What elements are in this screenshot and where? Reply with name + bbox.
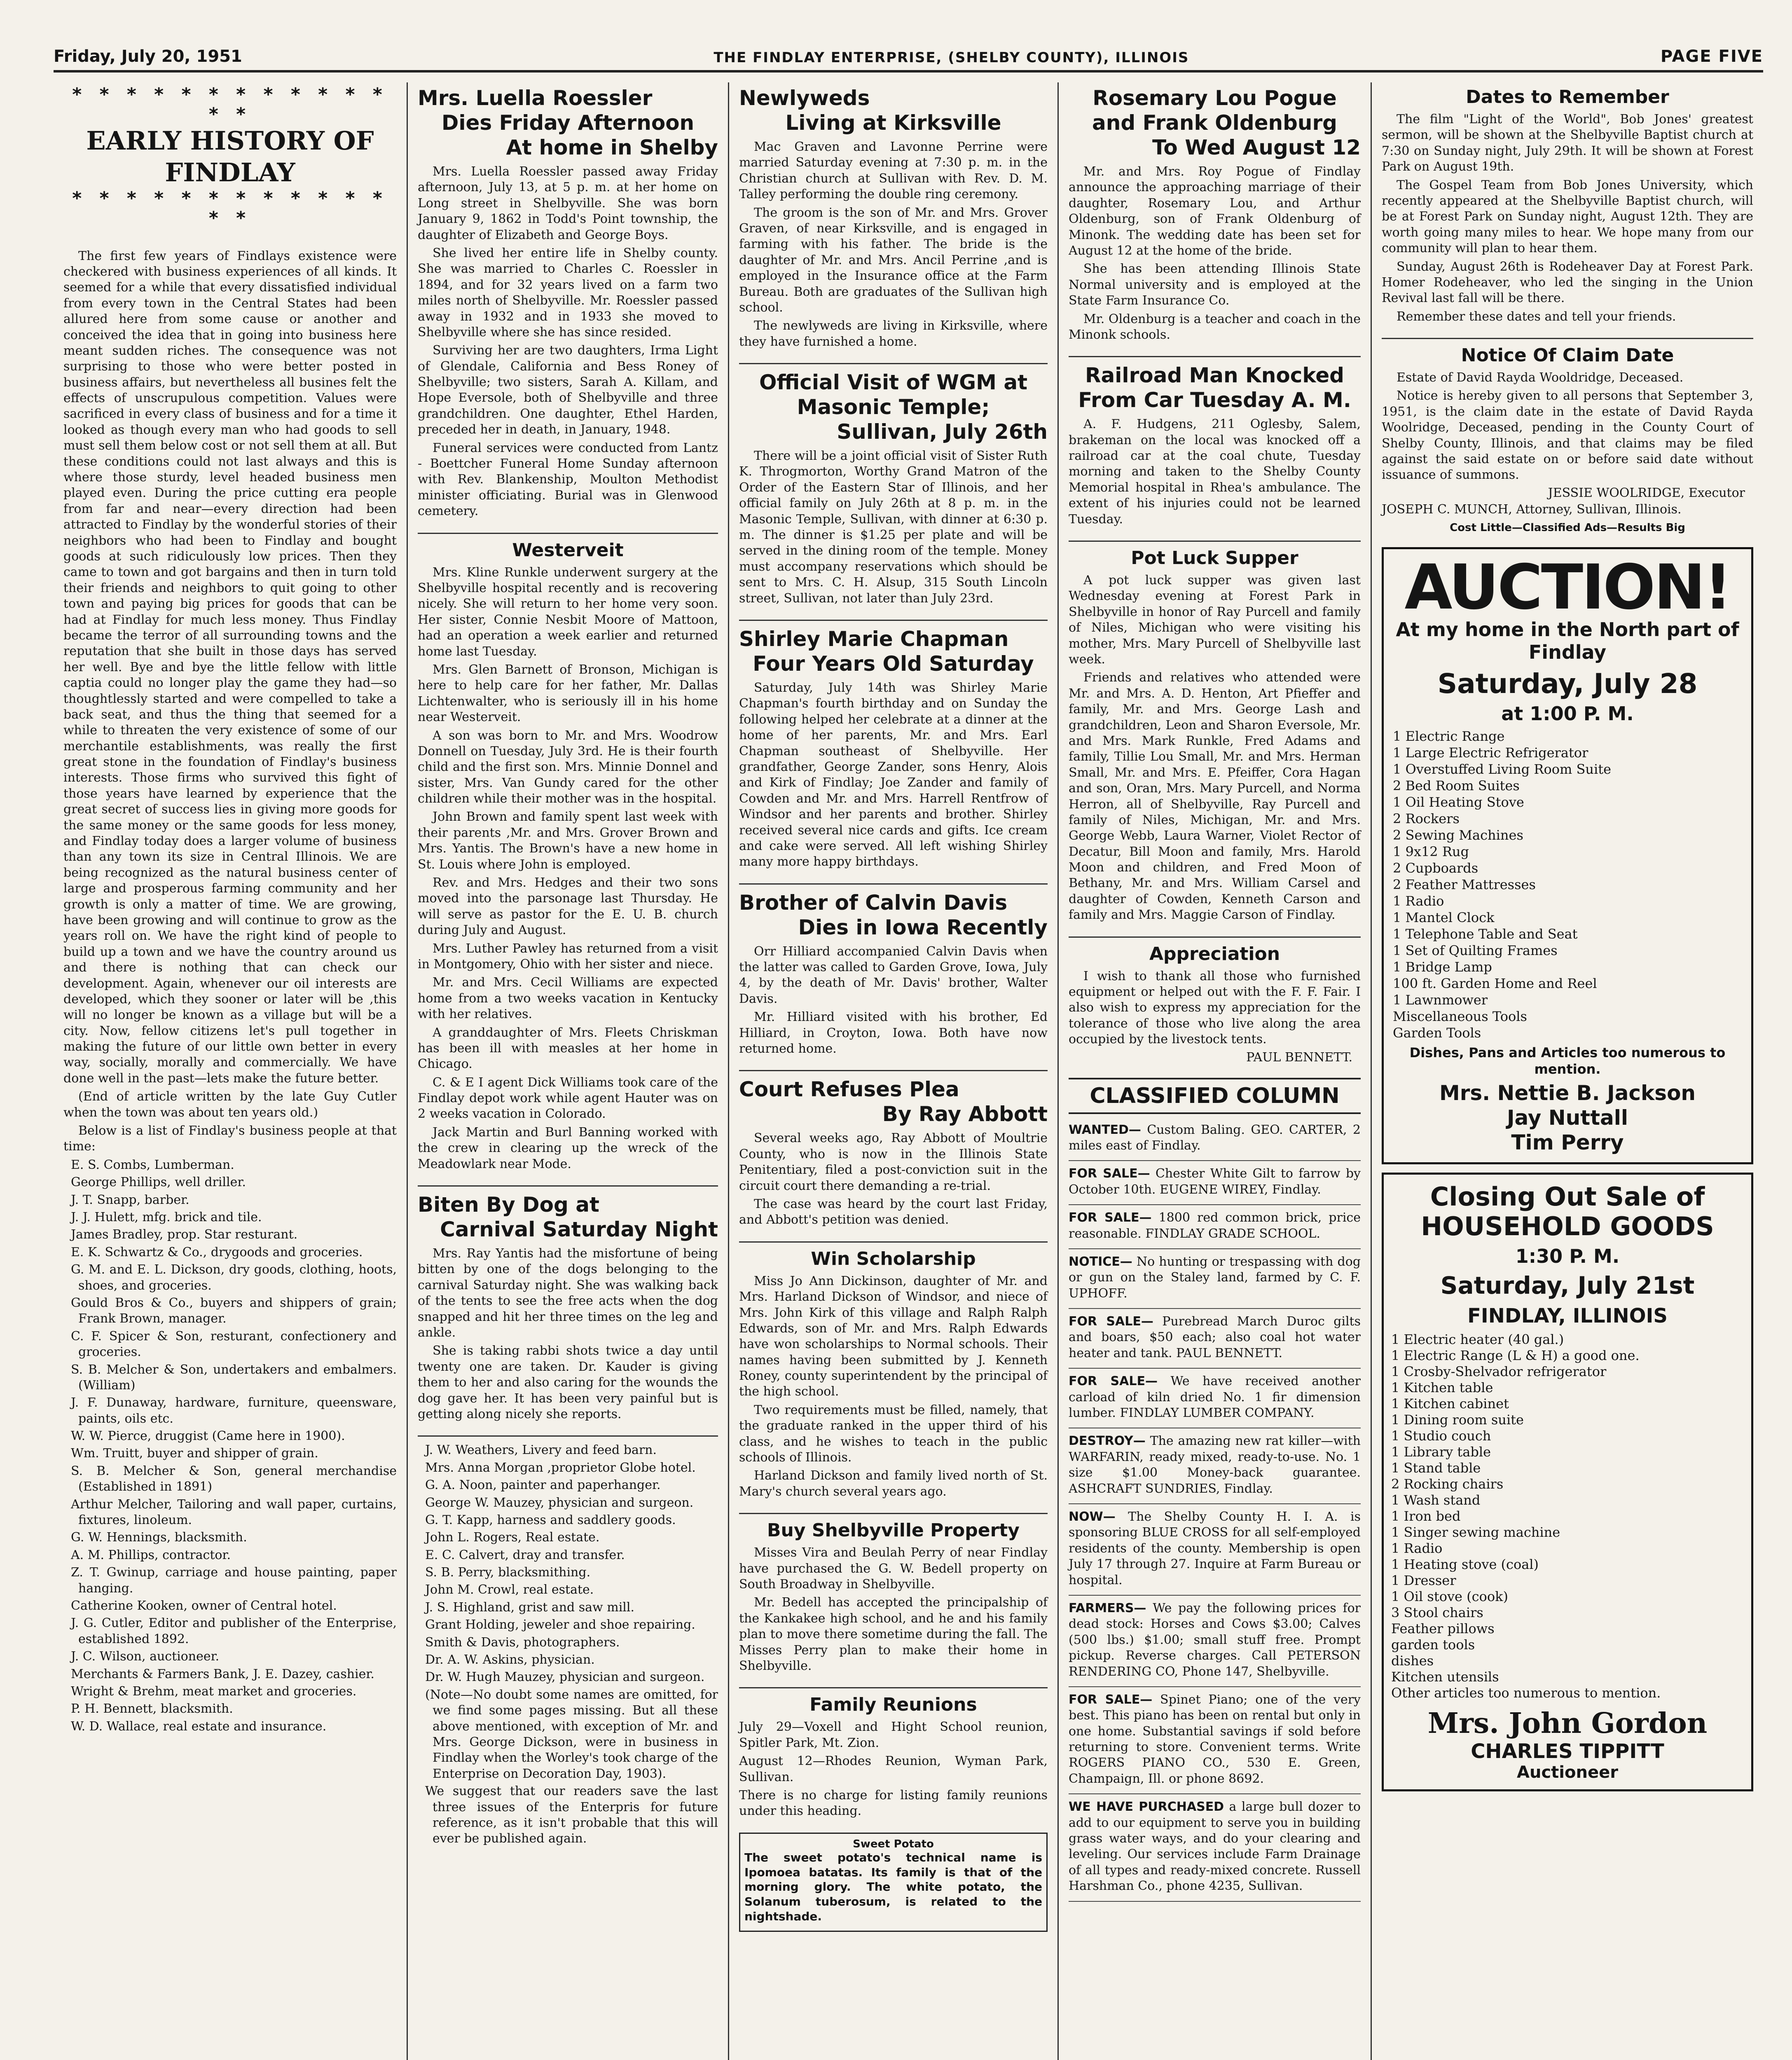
article-paragraph: Estate of David Rayda Wooldridge, Deceased. [1397,370,1684,385]
auction-item: 1 Overstuffed Living Room Suite [1393,761,1612,777]
newlyweds-article [739,86,1048,350]
auction-item: 2 Cupboards [1393,860,1479,876]
appreciation-article [1069,943,1361,1065]
business-list-item: W. W. Pierce, druggist (Came here in 1900). [71,1429,345,1444]
article-paragraph: Mrs. Luella Roessler passed away Friday afternoon, July 13, at 5 p. m. at her home on Long street in Shelbyville. She was born January 9, 1862 in Todd's Point township, the daughter of Elizabeth and George Boys. [418,164,718,242]
business-list-item: G. M. and E. L. Dickson, dry goods, clothing, hoots, shoes, and groceries. [71,1262,397,1293]
article-paragraph: Jack Martin and Burl Banning worked with the crew in clearing up the wreck of the Meadowlark near Mode. [418,1125,718,1171]
article-paragraph: Sunday, August 26th is Rodeheaver Day at Forest Park. Homer Rodeheaver, who led the singing in the Union Revival last fall will be there. [1382,259,1753,306]
business-list-item: P. H. Bennett, blacksmith. [71,1702,233,1716]
wgm-body [739,448,1048,606]
biten-body [418,1246,718,1422]
classified-ad-body: We have received another carload of kiln dried No. 1 fir dimension lumber. FINDLAY LUMBER COMPANY. [1069,1374,1361,1421]
classified-ad-lead: FOR SALE— [1069,1210,1152,1225]
auction-item: 1 Oil Heating Stove [1393,794,1524,810]
business-list-item: J. S. Highland, grist and saw mill. [425,1600,635,1615]
sale-item: 1 Wash stand [1391,1492,1481,1508]
classified-ad [1069,1433,1361,1504]
sale-title: HOUSEHOLD GOODS [1421,1211,1714,1241]
business-list-item: J. W. Weathers, Livery and feed barn. [425,1443,657,1458]
article-paragraph: Several weeks ago, Ray Abbott of Moultrie County, who is now in the Illinois State Penitentiary, filed a post-conviction suit in the circuit court there demanding a re-trial. [739,1131,1048,1193]
dates-headline: Dates to Remember [1466,87,1669,108]
classified-ad [1069,1799,1361,1901]
sale-item: 3 Stool chairs [1391,1605,1483,1621]
business-list-item: J. J. Hulett, mfg. brick and tile. [71,1210,262,1224]
sale-item: dishes [1391,1653,1434,1669]
headline-line: Sullivan, July 26th [837,420,1048,444]
article-paragraph: C. & E I agent Dick Williams took care of the Findlay depot work while agent Hauter was on 2 weeks vacation in Colorado. [418,1075,718,1121]
sale-time: 1:30 P. M. [1515,1245,1620,1268]
sale-item: 1 Iron bed [1391,1508,1461,1524]
auction-item: 1 Large Electric Refrigerator [1393,745,1588,761]
sweet-potato-title: Sweet Potato [853,1838,934,1850]
abbott-body [739,1131,1048,1228]
sale-owner: Mrs. John Gordon [1427,1707,1708,1740]
sale-item: 1 Stand table [1391,1460,1481,1476]
westerveit-body [418,565,718,1172]
classified-ad-body: Spinet Piano; one of the very best. This piano has been on rental but only in one home. Substantial savings if sold before returning to store. Convenient terms. Write ROGERS PIANO CO., 530 E. Green, Champaign, Ill. or phone 8692. [1069,1692,1361,1786]
article-paragraph: Orr Hilliard accompanied Calvin Davis when the latter was called to Garden Grove, Iowa, July 4, by the death of Mr. Davis' brother, Walter Davis. [739,944,1048,1006]
auction-item: 1 Set of Quilting Frames [1393,943,1558,959]
article-paragraph: The newlyweds are living in Kirksville, where they have furnished a home. [739,318,1048,349]
business-list-item: J. F. Dunaway, hardware, furniture, queensware, paints, oils etc. [71,1395,397,1426]
claim-executor: JESSIE WOOLRIDGE, Executor [1548,485,1745,500]
chapman-body [739,680,1048,870]
article-paragraph: Below is a list of Findlay's business people at that time: [63,1124,397,1154]
classified-ad-lead: FARMERS— [1069,1601,1146,1615]
classified-ad [1069,1210,1361,1249]
classified-ad-text [1069,1433,1361,1497]
headline-line: To Wed August 12 [1152,136,1361,159]
article-paragraph: A. F. Hudgens, 211 Oglesby, Salem, brakeman on the local was knocked off a railroad car at the coal chute, Tuesday morning and taken to the Shelby County Memorial hospital in Rhea's ambulance. The extent of his injuries could not be learned Tuesday. [1069,417,1361,527]
wgm-headline [739,370,1048,444]
reunions-article [739,1694,1048,1819]
classified-ad-text [1069,1692,1361,1787]
business-list-item: S. B. Melcher & Son, general merchandise (Established in 1891) [71,1463,397,1494]
classified-ad-text [1069,1166,1361,1198]
auction-item: 1 Telephone Table and Seat [1393,926,1578,942]
business-list [63,1157,397,1735]
classified-ad-lead: DESTROY— [1069,1434,1146,1449]
article-paragraph: Saturday, July 14th was Shirley Marie Chapman's fourth birthday and on Sunday the following helped her celebrate at a dinner at the home of her parents, Mr. and Mrs. Earl Chapman southeast of Shelbyville. Her grandfather, George Zander, sons Henry, Alois and Kirk of Findlay; Joe Zander and family of Cowden and Mr. and Mrs. Harrell Rentfrow of Windsor and her parents and brother. Shirley received several nice cards and gifts. Ice cream and cake were served. All left wishing Shirley many more happy birthdays. [739,680,1048,869]
reunions-headline: Family Reunions [809,1694,977,1716]
classified-tagline: Cost Little—Classified Ads—Results Big [1450,522,1685,534]
headline-line: Railroad Man Knocked [1085,363,1344,388]
property-headline: Buy Shelbyville Property [767,1520,1020,1541]
business-list-item: E. S. Combs, Lumberman. [71,1157,234,1172]
westerveit-article [418,540,718,1172]
headline-line: Dies Friday Afternoon [441,111,695,135]
auction-item: 2 Bed Room Suites [1393,778,1520,794]
issue-date: Friday, July 20, 1951 [54,47,242,66]
claim-headline: Notice Of Claim Date [1461,345,1674,366]
paper-name: THE FINDLAY ENTERPRISE, (SHELBY COUNTY), ILLINOIS [714,49,1189,66]
article-paragraph: July 29—Voxell and Hight School reunion, Spitler Park, Mt. Zion. [739,1720,1048,1750]
sale-item: Other articles too numerous to mention. [1391,1685,1661,1701]
business-list-item: Wright & Brehm, meat market and groceries. [71,1684,357,1699]
sale-item: 1 Kitchen cabinet [1391,1395,1509,1412]
article-paragraph: Mrs. Glen Barnett of Bronson, Michigan is here to help care for her father, Mr. Dallas Lichtenwalter, who is seriously ill in his home near Westerveit. [418,662,718,725]
column-2 [408,82,729,2060]
business-list-item: E. C. Calvert, dray and transfer. [425,1547,625,1562]
article-paragraph: Mac Graven and Lavonne Perrine were married Saturday evening at 7:30 p. m. in the Christian church at Sullivan with Rev. D. M. Talley performing the double ring ceremony. [739,140,1048,202]
business-list-item: Gould Bros & Co., buyers and shippers of grain; Frank Brown, manager. [71,1295,397,1326]
classified-ad-body: Purebread March Duroc gilts and boars, $50 each; also coal hot water heater and tank. PAUL BENNETT. [1069,1314,1361,1360]
business-list-item: G. T. Kapp, harness and saddlery goods. [425,1512,676,1527]
classified-ad [1069,1254,1361,1309]
sale-item: Feather pillows [1391,1621,1495,1637]
business-list-continued [418,1442,718,1847]
article-paragraph: Harland Dickson and family lived north of St. Mary's church several years ago. [739,1468,1048,1499]
article-paragraph: (End of article written by the late Guy Cutler when the town was about ten years old.) [63,1089,397,1120]
appreciation-text: I wish to thank all those who furnished equipment or helped out with the F. F. Fair. I also wish to express my appreciation for the tolerance of those who live along the area occupied by the livestock tents. [1069,969,1361,1047]
auction-title: AUCTION! [1404,552,1731,624]
auction-item: 2 Feather Mattresses [1393,877,1536,893]
article-paragraph: A pot luck supper was given last Wednesday evening at Forest Park in Shelbyville in honor of Ray Purcell and family of Niles, Michigan who were visiting his mother, Mrs. Mary Purcell of Shelbyville last week. [1069,573,1361,667]
headline-line: Brother of Calvin Davis [739,890,1008,915]
classified-ad-text [1069,1122,1361,1154]
article-paragraph: A son was born to Mr. and Mrs. Woodrow Donnell on Tuesday, July 3rd. He is their fourth child and the first son. Mrs. Minnie Donnel and sister, Mrs. Van Gundy cared for the other children while their mother was in the hospital. [418,728,718,806]
article-paragraph: A granddaughter of Mrs. Fleets Chriskman has been ill with measles at her home in Chicago. [418,1025,718,1072]
roessler-headline [418,86,718,160]
auction-items [1391,728,1744,1041]
biten-article [418,1192,718,1422]
business-list-item: Catherine Kooken, owner of Central hotel. [71,1598,337,1613]
article-paragraph: Mrs. Kline Runkle underwent surgery at the Shelbyville hospital recently and is recovering nicely. She will return to her home very soon. Her sister, Connie Nesbit Moore of Mattoon, had an operation a week earlier and returned home last Tuesday. [418,565,718,659]
classified-ad-text [1069,1210,1361,1242]
potluck-headline: Pot Luck Supper [1131,548,1298,569]
oldenburg-body [1069,164,1361,343]
auction-ad [1382,547,1753,1164]
business-list-item: Dr. W. Hugh Mauzey, physician and surgeon. [425,1670,705,1685]
business-list-item: Arthur Melcher, Tailoring and wall paper, curtains, fixtures, linoleum. [71,1497,397,1528]
classified-ad [1069,1601,1361,1687]
appreciation-signature: PAUL BENNETT. [1246,1050,1352,1065]
railroad-article [1069,363,1361,527]
dates-article [1382,87,1753,325]
scholarship-headline: Win Scholarship [811,1248,976,1269]
claim-article [1382,345,1753,534]
business-list-item: George Phillips, well driller. [71,1175,246,1190]
classified-headline: CLASSIFIED COLUMN [1069,1078,1361,1114]
scholarship-article [739,1248,1048,1500]
classified-ad [1069,1314,1361,1369]
wgm-article [739,370,1048,606]
sale-item: 1 Oil stove (cook) [1391,1589,1508,1605]
business-list-item: A. M. Phillips, contractor. [71,1547,231,1562]
newlyweds-body [739,139,1048,350]
business-list-item: E. K. Schwartz & Co., drygoods and groceries. [71,1245,363,1259]
classified-ad-text [1069,1374,1361,1421]
property-body [739,1545,1048,1674]
sale-item: 1 Kitchen table [1391,1379,1493,1395]
article-paragraph: The first few years of Findlays existence were checkered with business experiences of all kinds. It seemed for a while that every dissatisfied individual from every town in the Central States had been allured here from some cause or another and conceived the idea that in going into business here meant sudden riches. The consequence was not surprising to those who were better posted in business affairs, but nevertheless all busines felt the effects of unscrupulous competition. Values were sacrificed in every class of business and for a time it looked as though every man who had goods to sell must sell them below cost or not sell them at all. But these conditions could not last always and this is where those sturdy, level headed business men played even. During the price cutting era people from far and near—every direction had been attracted to Findlay by the wonderful stories of their neighbors who had been to Findlay and bought goods at such ridiculously low prices. Then they came to town and got bargains and then in turn told their friends and neighbors to quit going to other town and paying big prices for goods that can be had at Findlay for much less money. Thus Findlay became the terror of all surrounding towns and the reputation that she built in those days has served her well. Bye and bye the little fellow with little captia could no longer play the game they had—so thoughtlessly started and were compelled to take a back seat, and thus the thing that seemed for a while to threaten the very existence of some of our merchantile establishments, was really the first great stone in the foundation of Findlay's business interests. Those firms who survived this fight of those years have learned by experience that the great secret of success lies in giving more goods for the same money or the same goods for less money, and Findlay today does a larger volume of business than any town its size in Central Illinois. We are being recognized as the natural business center of large and prosperous farming community and her growth is only a matter of time. We are growing, have been growing and will continue to grow as the years roll on. We have the right kind of people to build up a town and we have the country around us and there is nothing that can check our development. Again, whenever our oil interests are developed, which they sooner or later will be ,this will no longer be known as a village but will be a city. Now, fellow citizens let's pull together in making the future of our little own better in every way, socially, morally and commercially. We have done well in the past—lets make the future better. [63,248,397,1086]
classified-ad-body: No hunting or trespassing with dog or gun on the Staley land, farmed by C. F. UPHOFF. [1069,1254,1361,1301]
headline-line: Shirley Marie Chapman [739,627,1009,651]
biten-headline [418,1192,718,1242]
sale-auctioneer-label: Auctioneer [1517,1763,1618,1782]
abbott-article [739,1077,1048,1228]
article-paragraph: There will be a joint official visit of Sister Ruth K. Throgmorton, Worthy Grand Matron of the Order of the Eastern Star of Illinois, and her official family on July 26th at 8 p. m. in the Masonic Temple, Sullivan, with dinner at 6:30 p. m. The dinner is $1.25 per plate and will be served in the dining room of the temple. Money must accompany reservations which should be sent to Mrs. C. H. Alsup, 315 South Lincoln street, Sullivan, not later than July 23rd. [739,449,1048,606]
headline-line: Court Refuses Plea [739,1077,959,1102]
headline-line: By Ray Abbott [882,1102,1048,1126]
classified-ad [1069,1122,1361,1161]
business-list-item: J. C. Wilson, auctioneer. [71,1649,220,1664]
railroad-body [1069,417,1361,527]
classified-ad-body: Chester White Gilt to farrow by October 10th. EUGENE WIREY, Findlay. [1069,1166,1361,1197]
classified-ad [1069,1692,1361,1794]
roessler-article [418,86,718,520]
property-article [739,1520,1048,1674]
abbott-headline [739,1077,1048,1126]
classified-ad-body: We pay the following prices for dead stock: Horses and Cows $3.00; Calves (500 lbs.) $1.00; small stuff free. Prompt pickup. Reverse charges. Call PETERSON RENDERING CO, Phone 147, Shelbyville. [1069,1601,1361,1679]
sale-item: 1 Crosby-Shelvador refrigerator [1391,1363,1607,1379]
davis-article [739,890,1048,1057]
sale-item: 1 Radio [1391,1540,1443,1557]
headline-line: From Car Tuesday A. M. [1078,388,1351,412]
article-paragraph: She is taking rabbi shots twice a day until twenty one are taken. Dr. Kauder is giving them to her and also caring for the wounds the dog gave her. It has been very painful but is getting along nicely she reports. [418,1344,718,1421]
classified-ad-text [1069,1509,1361,1588]
oldenburg-headline [1069,86,1361,160]
auction-item: 1 9x12 Rug [1393,844,1469,860]
auction-item: 2 Rockers [1393,811,1460,827]
classified-ad-lead: FOR SALE— [1069,1692,1153,1707]
article-paragraph: Mr. Oldenburg is a teacher and coach in the Minonk schools. [1069,311,1361,342]
sale-date: Saturday, July 21st [1440,1271,1695,1300]
headline-line: Biten By Dog at [418,1193,599,1217]
article-paragraph: Miss Jo Ann Dickinson, daughter of Mr. and Mrs. Harland Dickson of Windsor, and niece of Mrs. John Kirk of this village and Ralph Ralph Edwards, son of Mr. and Mrs. Ralph Edwards have won scholarships to Normal schools. Their names having been submitted by J. Kenneth Roney, county superintendent by the principal of the high school. [739,1273,1048,1399]
appreciation-headline: Appreciation [1149,943,1280,964]
auction-note: Dishes, Pans and Articles too numerous to mention. [1409,1045,1726,1077]
classified-ad-text [1069,1314,1361,1361]
article-paragraph: Notice is hereby given to all persons that September 3, 1951, is the claim date in the estate of David Rayda Woolridge, Deceased, pending in the County Court of Shelby County, Illinois, and that claims may be filed against the said estate on or before said date without issuance of summons. [1382,389,1753,482]
roessler-body [418,164,718,520]
sale-item: 1 Electric Range (L & H) a good one. [1391,1347,1640,1363]
article-paragraph: Two requirements must be filled, namely, that the graduate ranked in the upper third of his class, and he wishes to teach in the public schools of Illinois. [739,1402,1048,1465]
headline-line: At home in Shelby [506,136,718,159]
auction-item: 1 Radio [1393,893,1444,909]
business-list-item: C. F. Spicer & Son, resturant, confectionery and groceries. [71,1329,397,1360]
sale-item: 1 Dresser [1391,1573,1456,1589]
headline-line: Official Visit of WGM [759,370,997,395]
potluck-body [1069,573,1361,923]
dates-body [1382,112,1753,325]
article-paragraph: Mr. and Mrs. Cecil Williams are expected home from a two weeks vacation in Kentucky with her relatives. [418,975,718,1022]
star-border: * * * * * * * * * * * * * * [72,187,388,229]
early-history-title: EARLY HISTORY OF FINDLAY [86,125,374,188]
business-list-item: Mrs. Anna Morgan ,proprietor Globe hotel. [425,1460,696,1475]
headline-line: Dies in Iowa Recently [798,915,1048,939]
sale-title: Closing Out Sale of [1430,1182,1705,1212]
sale-item: garden tools [1391,1637,1475,1653]
article-paragraph: Rev. and Mrs. Hedges and their two sons moved into the parsonage last Thursday. He will serve as pastor for the E. U. B. church during July and August. [418,876,718,938]
star-border: * * * * * * * * * * * * * * [72,84,388,125]
business-list-item: W. D. Wallace, real estate and insurance. [71,1719,327,1734]
business-list-item: G. A. Noon, painter and paperhanger. [425,1478,661,1493]
classified-ad [1069,1166,1361,1205]
classified-ad-lead: NOTICE— [1069,1254,1132,1269]
classified-ad [1069,1509,1361,1596]
headline-line: Newlyweds [739,86,870,110]
auction-item: 1 Mantel Clock [1393,910,1495,926]
sale-item: 1 Heating stove (coal) [1391,1557,1539,1573]
sweet-potato-text: The sweet potato's technical name is Ipomoea batatas. Its family is that of the morning glory. The white potato, the Solanum tuberosum, is related to the nightshade. [744,1850,1042,1923]
auction-item: 2 Sewing Machines [1393,827,1523,843]
reunions-body [739,1719,1048,1819]
headline-line: Four Years Old Saturday [753,651,1034,676]
article-paragraph: Mr. Bedell has accepted the principalship of the Kankakee high school, and he and his family plan to move there sometime during the fall. The Misses Perry plan to make their home in Shelbyville. [739,1595,1048,1673]
business-list-item: J. T. Snapp, barber. [71,1192,189,1207]
article-paragraph: Mr. Hilliard visited with his brother, Ed Hilliard, in Croyton, Iowa. Both have now returned home. [739,1010,1048,1056]
davis-headline [739,890,1048,940]
article-paragraph: Mrs. Ray Yantis had the misfortune of being bitten by one of the dogs belonging to the carnival Saturday night. She was walking back of the tents to see the free acts when the dog snapped and hit her three times on the leg and ankle. [418,1246,718,1340]
headline-line: Carnival Saturday Night [440,1217,718,1242]
auction-name: Jay Nuttall [1507,1106,1628,1130]
classified-ad-lead: WANTED— [1069,1122,1141,1137]
classified-ad-lead: FOR SALE— [1069,1314,1153,1329]
auction-item: 1 Electric Range [1393,728,1505,744]
column-3 [729,82,1059,2060]
masthead [54,37,1763,73]
article-paragraph: Mr. and Mrs. Roy Pogue of Findlay announce the approaching marriage of their daughter, Rosemary Lou, and Arthur Oldenburg, son of Frank Oldenburg of Minonk. The wedding date has been set for August 12 at the home of the bride. [1069,164,1361,258]
business-list-item: James Bradley, prop. Star resturant. [71,1227,298,1242]
headline-line: Rosemary Lou Pogue [1093,86,1337,110]
potluck-article [1069,548,1361,923]
oldenburg-article [1069,86,1361,343]
business-list-item: S. B. Perry, blacksmithing. [425,1565,591,1580]
classified-ad-body: 1800 red common brick, price reasonable. FINDLAY GRADE SCHOOL. [1069,1210,1361,1241]
closing-sale-ad [1382,1173,1753,1791]
sweet-potato-box [739,1833,1048,1932]
sale-item: Kitchen utensils [1391,1669,1499,1685]
classified-ad-text [1069,1799,1361,1894]
auction-name: Mrs. Nettie B. Jackson [1439,1081,1696,1105]
classified-ad-body: The Shelby County H. I. A. is sponsoring BLUE CROSS for all self-employed residents of the county. Membership is open July 17 through 27. Inquire at Farm Bureau or hospital. [1069,1510,1361,1587]
auction-time: at 1:00 P. M. [1501,702,1634,725]
article-paragraph: John Brown and family spent last week with their parents ,Mr. and Mrs. Grover Brown and Mrs. Yantis. The Brown's have a new home in St. Louis where John is employed. [418,810,718,872]
sale-item: 1 Dining room suite [1391,1412,1524,1428]
article-paragraph: August 12—Rhodes Reunion, Wyman Park, Sullivan. [739,1754,1048,1784]
business-list-item: Dr. A. W. Askins, physician. [425,1653,595,1667]
auction-item: 1 Lawnmower [1393,992,1488,1008]
classified-ad-lead: WE HAVE PURCHASED [1069,1800,1224,1814]
classified-ad-lead: NOW— [1069,1510,1116,1524]
article-paragraph: The Gospel Team from Bob Jones University, which recently appeared at the Shelbyville Baptist church, will be at Forest Park on Sunday night, August 12th. They are worth going many miles to hear. We hope many from our community will plan to hear them. [1382,178,1753,256]
business-list-item: John M. Crowl, real estate. [425,1582,594,1597]
classified-ad-lead: FOR SALE— [1069,1166,1150,1181]
auction-item: 100 ft. Garden Home and Reel [1393,976,1597,992]
sale-auctioneer-name: CHARLES TIPPITT [1471,1740,1664,1763]
sale-item: 2 Rocking chairs [1391,1476,1504,1492]
article-paragraph: The case was heard by the court last Friday, and Abbott's petition was denied. [739,1196,1048,1227]
article-paragraph: Friends and relatives who attended were Mr. and Mrs. A. D. Henton, Art Pfieffer and family, Mr. and Mrs. George Lash and grandchildren, Leon and Sharon Eversole, Mr. and Mrs. Mark Runkle, Fred Adams and family, Tillie Lou Small, Mr. and Mrs. Herman Small, Mr. and Mrs. E. Pfeiffer, Cora Hagan and son, Oran, Mrs. Mary Purcell, and Norma Herron, all of Shelbyville, Ray Purcell and family of Niles, Michigan, Mr. and Mrs. George Webb, Laura Warner, Violet Rector of Decatur, Bill Moon and family, Mrs. Harold Moon and children, and Fred Moon of Bethany, Mr. and Mrs. William Carsel and daughter of Cowden, Kenneth Carson and family and Mrs. Maggie Carson of Findlay. [1069,670,1361,922]
classified-ads [1069,1122,1361,1902]
headline-line: Mrs. Luella Roessler [418,86,653,110]
auction-date: Saturday, July 28 [1437,667,1698,700]
business-list-item: (Note—No doubt some names are omitted, for we find some pages missing. But all these above mentioned, with exception of Mr. and Mrs. George Dickson, were in business in Findlay when the Worley's took charge of the Enterprise on Decoration Day, 1903). [425,1687,718,1781]
classified-ad-body: Custom Baling. GEO. CARTER, 2 miles east of Findlay. [1069,1122,1361,1153]
sale-item: 1 Studio couch [1391,1428,1491,1444]
business-list-item: We suggest that our readers save the last three issues of the Enterpris for future reference, as it isn't probable that this will ever be published again. [425,1784,718,1846]
sale-item: 1 Singer sewing machine [1391,1524,1560,1540]
column-5 [1372,82,1763,2060]
sale-items [1391,1332,1744,1702]
scholarship-body [739,1273,1048,1500]
business-list-item: J. G. Cutler, Editor and publisher of the Enterprise, established 1892. [71,1616,397,1646]
classified-ad [1069,1374,1361,1428]
page-number: PAGE FIVE [1660,47,1763,66]
headline-line: and Frank Oldenburg [1092,111,1337,135]
davis-body [739,944,1048,1057]
auction-item: Garden Tools [1393,1025,1481,1041]
article-paragraph: Misses Vira and Beulah Perry of near Findlay have purchased the G. W. Bedell property on South Broadway in Shelbyville. [739,1545,1048,1592]
headline-line: Living at Kirksville [785,111,1001,135]
column-4 [1059,82,1372,2060]
business-list-item: Smith & Davis, photographers. [425,1635,620,1650]
sale-item: 1 Electric heater (40 gal.) [1391,1331,1564,1347]
business-list-item: Wm. Truitt, buyer and shipper of grain. [71,1446,318,1461]
chapman-headline [739,627,1048,676]
sale-place: FINDLAY, ILLINOIS [1467,1304,1668,1327]
claim-body [1382,370,1753,483]
classified-ad-text [1069,1601,1361,1680]
article-paragraph: There is no charge for listing family reunions under this heading. [739,1788,1048,1819]
business-list-item: Grant Holding, jeweler and shoe repairing. [425,1618,695,1632]
article-paragraph: Remember these dates and tell your friends. [1397,309,1676,324]
article-paragraph: She lived her entire life in Shelby county. She was married to Charles C. Roessler in 1894, and for 32 years lived on a farm two miles north of Shelbyville. Mr. Roessler passed away in 1932 and in 1933 she moved to Shelbyville where she has since resided. [418,246,718,339]
early-history-article [63,82,397,235]
headline-line: at Masonic Temple; [797,370,1028,419]
business-list-item: Merchants & Farmers Bank, J. E. Dazey, cashier. [71,1667,374,1681]
business-list-item: John L. Rogers, Real estate. [425,1530,600,1545]
article-paragraph: Funeral services were conducted from Lantz - Boettcher Funeral Home Sunday afternoon with Rev. Blankenship, Moulton Methodist minister officiating. Burial was in Glenwood cemetery. [418,440,718,519]
newlyweds-headline [739,86,1048,135]
auction-name: Tim Perry [1511,1131,1624,1155]
classified-ad-body: a large bull dozer to add to our equipment to serve you in building grass water ways, and do your clearing and leveling. Our services include Farm Drainage of all types and ready-mixed concrete. Russell Harshman Co., phone 4235, Sullivan. [1069,1800,1361,1894]
auction-item: Miscellaneous Tools [1393,1009,1527,1025]
classified-ad-lead: FOR SALE— [1069,1374,1158,1389]
auction-subtitle: At my home in the North part of Findlay [1396,618,1739,664]
sale-item: 1 Library table [1391,1444,1491,1460]
classified-ad-body: The amazing new rat killer—with WARFARIN, ready mixed, ready-to-use. No. 1 size $1.00 Money-back guarantee. ASHCRAFT SUNDRIES, Findlay. [1069,1434,1361,1496]
article-paragraph: Mrs. Luther Pawley has returned from a visit in Montgomery, Ohio with her sister and niece. [418,941,718,971]
classified-ad-text [1069,1254,1361,1302]
business-list-item: George W. Mauzey, physician and surgeon. [425,1495,694,1510]
business-list-item: Z. T. Gwinup, carriage and house painting, paper hanging. [71,1565,397,1596]
article-paragraph: The film "Light of the World", Bob Jones' greatest sermon, will be shown at the Shelbyville Baptist church at 7:30 on Sunday night, July 29th. It will be shown at Forest Park on August 19th. [1382,112,1753,174]
auction-item: 1 Bridge Lamp [1393,959,1492,975]
chapman-article [739,627,1048,870]
claim-attorney: JOSEPH C. MUNCH, Attorney, Sullivan, Illinois. [1382,502,1682,517]
article-paragraph: The groom is the son of Mr. and Mrs. Grover Graven, of near Kirksville, and is engaged in farming with his father. The bride is the daughter of Mr. and Mrs. Ancil Perrine ,and is employed in the Insurance office at the Farm Bureau. Both are graduates of the Sullivan high school. [739,205,1048,315]
business-list-item: G. W. Hennings, blacksmith. [71,1530,247,1545]
column-1 [54,82,408,2060]
westerveit-headline: Westerveit [512,539,624,561]
article-paragraph: She has been attending Illinois State Normal university and is employed at the State Farm Insurance Co. [1069,262,1361,308]
article-paragraph: Surviving her are two daughters, Irma Light of Glendale, California and Bess Roney of Shelbyville; two sisters, Sarah A. Killam, and Hope Eversole, both of Shelbyville and three grandchildren. One daughter, Ethel Harden, preceded her in death, in January, 1948. [418,343,718,437]
business-list-item: S. B. Melcher & Son, undertakers and embalmers. (William) [71,1362,397,1393]
railroad-headline [1069,363,1361,412]
